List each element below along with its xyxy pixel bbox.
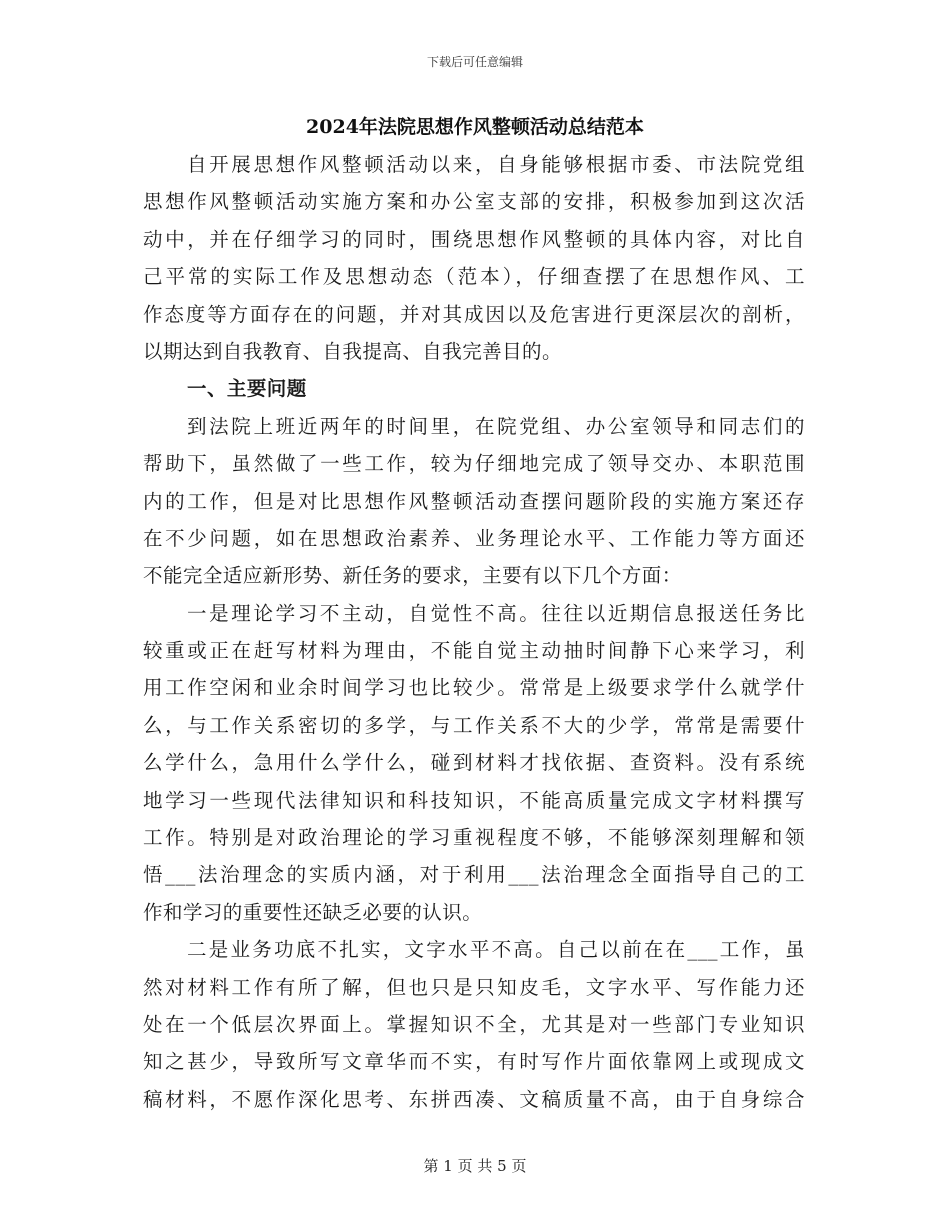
paragraph-2-line-2: 帮助下，虽然做了一些工作，较为仔细地完成了领导交办、本职范围 bbox=[143, 452, 805, 476]
paragraph-3-line-4: 么，与工作关系密切的多学，与工作关系不大的少学，常常是需要什 bbox=[143, 713, 805, 737]
paragraph-2-line-1: 到法院上班近两年的时间里，在院党组、办公室领导和同志们的 bbox=[187, 414, 805, 438]
paragraph-3-line-6: 地学习一些现代法律知识和科技知识，不能高质量完成文字材料撰写 bbox=[143, 788, 805, 812]
document-body bbox=[143, 146, 805, 1118]
paragraph-4-line-3: 处在一个低层次界面上。掌握知识不全，尤其是对一些部门专业知识 bbox=[143, 1012, 805, 1036]
paragraph-3-line-8: 悟___法治理念的实质内涵，对于利用___法治理念全面指导自己的工 bbox=[143, 863, 805, 887]
paragraph-3-line-2: 较重或正在赶写材料为理由，不能自觉主动抽时间静下心来学习，利 bbox=[143, 639, 805, 663]
paragraph-2-line-3: 内的工作，但是对比思想作风整顿活动查摆问题阶段的实施方案还存 bbox=[143, 489, 805, 513]
paragraph-1-line-6: 以期达到自我教育、自我提高、自我完善目的。 bbox=[143, 339, 562, 363]
paragraph-1-line-5: 作态度等方面存在的问题，并对其成因以及危害进行更深层次的剖析， bbox=[143, 302, 805, 326]
paragraph-4-line-4: 知之甚少，导致所写文章华而不实，有时写作片面依靠网上或现成文 bbox=[143, 1050, 805, 1074]
paragraph-1-line-2: 思想作风整顿活动实施方案和办公室支部的安排，积极参加到这次活 bbox=[143, 190, 805, 214]
paragraph-4-line-5: 稿材料，不愿作深化思考、东拼西凑、文稿质量不高，由于自身综合 bbox=[143, 1087, 805, 1111]
paragraph-3-line-1: 一是理论学习不主动，自觉性不高。往往以近期信息报送任务比 bbox=[187, 601, 805, 625]
section-heading-main-problems: 一、主要问题 bbox=[187, 377, 307, 401]
paragraph-1-line-1: 自开展思想作风整顿活动以来，自身能够根据市委、市法院党组 bbox=[187, 153, 805, 176]
paragraph-3-line-7: 工作。特别是对政治理论的学习重视程度不够，不能够深刻理解和领 bbox=[143, 826, 805, 850]
paragraph-2-line-4: 在不少问题，如在思想政治素养、业务理论水平、工作能力等方面还 bbox=[143, 526, 805, 550]
paragraph-3-line-9: 作和学习的重要性还缺乏必要的认识。 bbox=[143, 900, 483, 924]
paragraph-2-line-5: 不能完全适应新形势、新任务的要求，主要有以下几个方面： bbox=[143, 564, 682, 588]
page-header-note: 下载后可任意编辑 bbox=[426, 55, 523, 69]
paragraph-4-line-1: 二是业务功底不扎实，文字水平不高。自己以前在在___工作，虽 bbox=[187, 938, 805, 962]
paragraph-1-line-3: 动中，并在仔细学习的同时，围绕思想作风整顿的具体内容，对比自 bbox=[143, 227, 805, 251]
paragraph-4-line-2: 然对材料工作有所了解，但也只是只知皮毛，文字水平、写作能力还 bbox=[143, 975, 805, 999]
paragraph-1-line-4: 己平常的实际工作及思想动态（范本），仔细查摆了在思想作风、工 bbox=[143, 265, 805, 289]
paragraph-3-line-3: 用工作空闲和业余时间学习也比较少。常常是上级要求学什么就学什 bbox=[143, 676, 805, 700]
document-title: 2024年法院思想作风整顿活动总结范本 bbox=[306, 116, 644, 138]
paragraph-3-line-5: 么学什么，急用什么学什么，碰到材料才找依据、查资料。没有系统 bbox=[143, 751, 805, 775]
page-number: 第 1 页 共 5 页 bbox=[423, 1157, 527, 1175]
